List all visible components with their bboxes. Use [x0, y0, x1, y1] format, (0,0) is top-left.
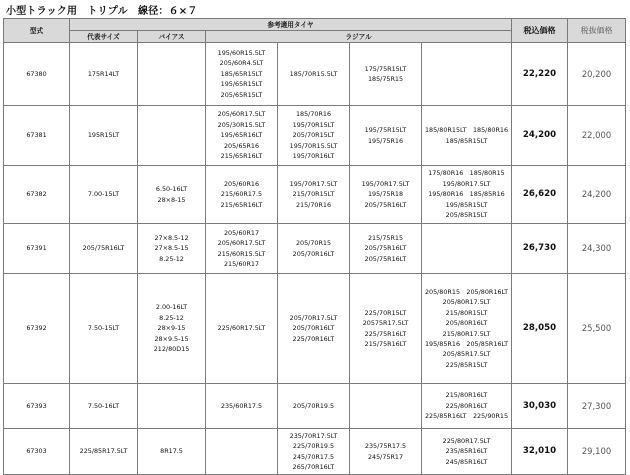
tire-size-text: 215/70R16 — [295, 200, 332, 209]
table-body — [4, 43, 626, 475]
radial-cell-1 — [206, 166, 278, 224]
price-incl-cell: 28,050 — [512, 274, 568, 384]
radial-cell-4 — [422, 274, 512, 384]
tire-size-text: 215/80R16LT — [445, 391, 488, 400]
col-header-reference: 参考適用タイヤ — [70, 19, 512, 31]
tire-size-text: 6.50-16LT — [155, 185, 188, 194]
tire-size-text: 215/75R15 — [367, 233, 404, 242]
radial-cell-4 — [422, 106, 512, 166]
tire-size-text: 225/80R16LT — [445, 401, 488, 410]
tire-size-text: 195/85R15LT — [445, 200, 488, 209]
tire-size-text: 28×9.5-15 — [154, 334, 189, 343]
tire-size-text: 195/70R15LT — [292, 120, 335, 129]
tire-size-text: 195/70R15.5LT — [289, 141, 338, 150]
table-row — [4, 106, 626, 166]
tire-size-text: 225/70R19.5 — [292, 442, 335, 451]
bias-cell — [138, 274, 206, 384]
tire-size-text: 205/80R17.5LT — [442, 298, 491, 307]
tire-size-text: 195/65R15LT — [220, 80, 263, 89]
tire-size-text: 205/80R15 205/80R16LT — [424, 287, 509, 296]
tire-size-text: 205/70R19.5 — [292, 401, 335, 410]
bias-cell — [138, 106, 206, 166]
tire-size-text: 215/60R15.5LT — [217, 249, 266, 258]
model-cell: 67380 — [4, 43, 70, 106]
model-cell: 67303 — [4, 429, 70, 475]
tire-size-text: 195/75R16 — [367, 136, 404, 145]
radial-cell-1 — [206, 429, 278, 475]
radial-cell-1 — [206, 274, 278, 384]
tire-size-text: 205/75R16LT — [364, 254, 407, 263]
tire-size-text: 225/85R15LT — [445, 360, 488, 369]
tire-size-text: 205/30R15.5LT — [217, 120, 266, 129]
tire-size-text: 205/60R17.5LT — [217, 110, 266, 119]
tire-size-text: 205/75R16LT — [364, 200, 407, 209]
tire-size-text: 195/85R16 205/85R16LT — [424, 339, 509, 348]
tire-size-text: 195/75R15LT — [364, 126, 407, 135]
radial-cell-2 — [278, 166, 350, 224]
tire-size-text: 215/70R15LT — [292, 190, 335, 199]
bias-cell — [138, 224, 206, 274]
table-row — [4, 224, 626, 274]
tire-size-text: 225/70R15LT — [364, 308, 407, 317]
tire-size-text: 205/60R16 — [223, 179, 260, 188]
tire-size-text: 195/60R15.5LT — [217, 48, 266, 57]
tire-size-text: 8R17.5 — [160, 447, 183, 456]
tire-size-text: 185/80R15LT 185/80R16 — [424, 126, 509, 135]
col-header-model: 型式 — [4, 19, 70, 43]
radial-cell-1 — [206, 106, 278, 166]
model-cell: 67381 — [4, 106, 70, 166]
price-excl-cell: 25,500 — [568, 274, 626, 384]
tire-size-text: 27×8.5-15 — [154, 244, 189, 253]
tire-size-text: 28×9-15 — [157, 324, 186, 333]
tire-size-text: 205/85R15LT — [445, 211, 488, 220]
radial-cell-3 — [350, 224, 422, 274]
tire-table — [3, 18, 626, 475]
tire-size-text: 205/65R15LT — [220, 90, 263, 99]
tire-size-text: 205/60R17.5LT — [217, 239, 266, 248]
radial-cell-1 — [206, 43, 278, 106]
tire-size-text: 195/70R16LT — [292, 152, 335, 161]
table-row — [4, 43, 626, 106]
price-excl-cell: 27,300 — [568, 384, 626, 429]
radial-cell-2 — [278, 429, 350, 475]
tire-size-text: 205/70R17.5LT — [289, 313, 338, 322]
rep-size-cell: 205/75R16LT — [70, 224, 138, 274]
tire-size-text: 205/60R17 — [223, 228, 260, 237]
table-row — [4, 429, 626, 475]
tire-size-text: 265/70R16LT — [292, 462, 335, 471]
radial-cell-4 — [422, 384, 512, 429]
tire-size-text: 27×8.5-12 — [154, 233, 189, 242]
tire-size-text: 235/85R16LT — [445, 447, 488, 456]
radial-cell-3 — [350, 384, 422, 429]
model-cell: 67392 — [4, 274, 70, 384]
price-incl-cell: 26,730 — [512, 224, 568, 274]
tire-size-text: 215/80R17.5LT — [442, 329, 491, 338]
radial-cell-4 — [422, 429, 512, 475]
rep-size-cell: 7.50-15LT — [70, 274, 138, 384]
table-row — [4, 166, 626, 224]
tire-size-text: 225/70R16LT — [292, 334, 335, 343]
tire-size-text: 225/85R16LT 225/90R15 — [424, 412, 509, 421]
price-incl-cell: 32,010 — [512, 429, 568, 475]
tire-size-text: 225/75R16LT — [364, 329, 407, 338]
table-row — [4, 384, 626, 429]
tire-size-text: 225/80R17.5LT — [442, 436, 491, 445]
radial-cell-2 — [278, 274, 350, 384]
radial-cell-3 — [350, 43, 422, 106]
bias-cell — [138, 43, 206, 106]
price-excl-cell: 29,100 — [568, 429, 626, 475]
rep-size-cell: 195R15LT — [70, 106, 138, 166]
tire-size-text: 195/80R16 185/85R16 — [428, 190, 505, 199]
tire-size-text: 2.00-16LT — [155, 303, 188, 312]
rep-size-cell: 7.50-16LT — [70, 384, 138, 429]
price-incl-cell: 24,200 — [512, 106, 568, 166]
tire-size-text: 195/70R17.5LT — [289, 179, 338, 188]
model-cell: 67393 — [4, 384, 70, 429]
bias-cell — [138, 384, 206, 429]
bias-cell — [138, 429, 206, 475]
tire-size-text: 185/85R15LT — [445, 136, 488, 145]
radial-cell-3 — [350, 429, 422, 475]
tire-size-text: 235/60R17.5 — [220, 401, 263, 410]
tire-size-text: 185/75R15 — [367, 75, 404, 83]
tire-size-text: 235/75R17.5 — [364, 442, 407, 451]
price-incl-cell: 30,030 — [512, 384, 568, 429]
tire-size-text: 205/65R16 — [223, 141, 260, 150]
price-excl-cell: 24,300 — [568, 224, 626, 274]
tire-size-text: 205/70R16LT — [292, 249, 335, 258]
tire-size-text: 205/70R15 — [295, 239, 332, 248]
price-incl-cell: 22,220 — [512, 43, 568, 106]
radial-cell-3 — [350, 166, 422, 224]
tire-size-text: 215/80R15LT — [445, 308, 488, 317]
tire-size-text: 8.25-12 — [159, 254, 184, 263]
rep-size-cell: 225/85R17.5LT — [70, 429, 138, 475]
tire-size-text: 205/70R15LT — [292, 131, 335, 140]
tire-size-text: 195/70R17.5LT — [361, 179, 410, 188]
tire-size-text: 205/80R16LT — [445, 319, 488, 328]
rep-size-cell: 7.00-15LT — [70, 166, 138, 224]
tire-size-text: 205/70R16LT — [292, 324, 335, 333]
radial-cell-1 — [206, 384, 278, 429]
bias-cell — [138, 166, 206, 224]
tire-size-text: 195/75R18 — [367, 190, 404, 199]
table-row — [4, 274, 626, 384]
tire-size-text: 215/60R17 — [223, 259, 260, 268]
price-excl-cell: 22,000 — [568, 106, 626, 166]
radial-cell-1 — [206, 224, 278, 274]
tire-size-text: 215/65R16LT — [220, 152, 263, 161]
page-title: 小型トラック用 トリプル 線径：６×７ — [6, 6, 198, 17]
tire-size-text: 225/60R17.5LT — [217, 324, 266, 333]
price-excl-cell: 24,200 — [568, 166, 626, 224]
tire-size-text: 185/70R16 — [295, 110, 332, 119]
price-excl-cell: 20,200 — [568, 43, 626, 106]
radial-cell-2 — [278, 43, 350, 106]
tire-size-text: 185/65R15LT — [220, 69, 263, 78]
tire-size-text: 195/80R17.5LT — [442, 179, 491, 188]
radial-cell-2 — [278, 224, 350, 274]
radial-cell-4 — [422, 43, 512, 106]
tire-size-text: 8.25-12 — [159, 313, 184, 322]
tire-size-text: 20575R17.5LT — [362, 319, 409, 328]
tire-size-text: 195/65R16LT — [220, 131, 263, 140]
model-cell: 67391 — [4, 224, 70, 274]
model-cell: 67382 — [4, 166, 70, 224]
col-header-bias: バイアス — [138, 31, 206, 43]
radial-cell-2 — [278, 384, 350, 429]
radial-cell-4 — [422, 166, 512, 224]
col-header-rep-size: 代表サイズ — [70, 31, 138, 43]
radial-cell-4 — [422, 224, 512, 274]
tire-size-text: 205/85R17.5LT — [442, 350, 491, 359]
tire-size-text: 215/60R17.5 — [220, 190, 263, 199]
tire-size-text: 205/75R16LT — [364, 244, 407, 253]
col-header-price-excl: 税抜価格 — [568, 19, 626, 43]
col-header-radial: ラジアル — [206, 31, 512, 43]
col-header-price-incl: 税込価格 — [512, 19, 568, 43]
tire-size-text: 212/80D15 — [153, 345, 190, 354]
tire-size-text: 245/70R17.5 — [292, 452, 335, 461]
tire-size-text: 215/75R16LT — [364, 339, 407, 348]
tire-size-text: 245/75R17 — [367, 452, 404, 461]
price-incl-cell: 26,620 — [512, 166, 568, 224]
tire-size-text: 235/70R17.5LT — [289, 431, 338, 440]
tire-size-text: 28×8-15 — [157, 195, 186, 204]
tire-size-text: 205/60R4.5LT — [219, 59, 264, 68]
radial-cell-2 — [278, 106, 350, 166]
tire-size-text: 175/80R16 185/80R15 — [428, 169, 505, 178]
tire-size-text: 185/70R15.5LT — [289, 69, 338, 78]
tire-size-text: 245/85R16LT — [445, 457, 488, 466]
tire-size-text: 215/65R16LT — [220, 200, 263, 209]
tire-size-text: 175/75R15LT — [364, 64, 407, 73]
rep-size-cell: 175R14LT — [70, 43, 138, 106]
radial-cell-3 — [350, 274, 422, 384]
radial-cell-3 — [350, 106, 422, 166]
